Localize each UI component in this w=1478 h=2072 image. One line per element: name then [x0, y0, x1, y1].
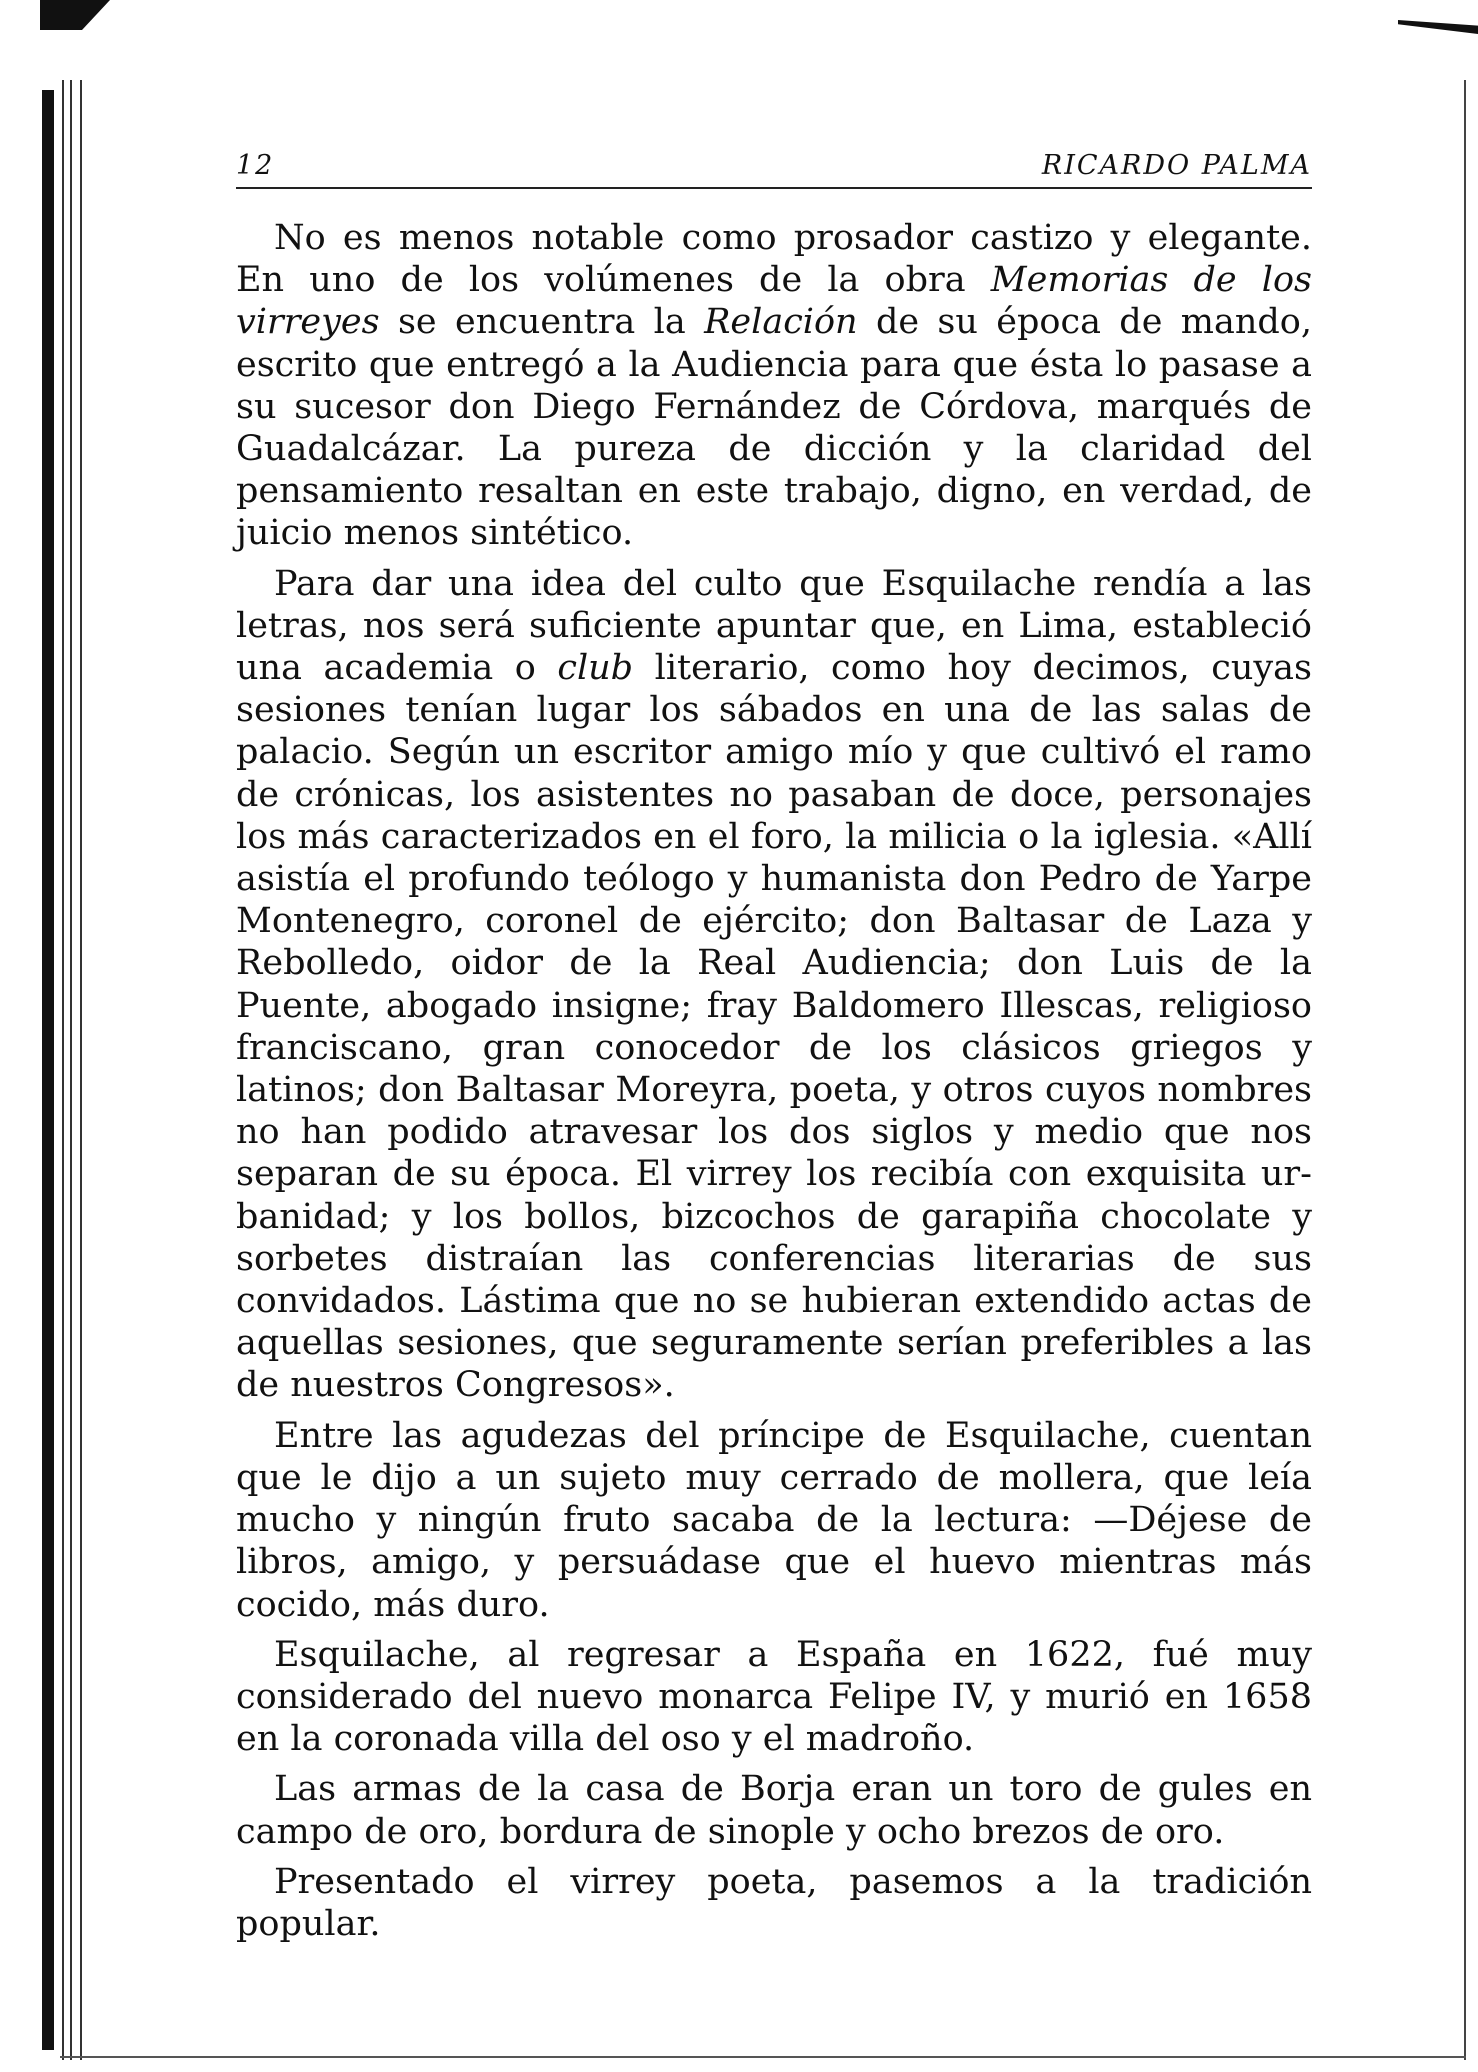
paragraph	[236, 1634, 1312, 1761]
page-right-edge	[1464, 80, 1466, 2060]
text-run: se encuentra la	[379, 302, 705, 343]
italic-title: Relación	[704, 302, 858, 343]
italic-title: Memorias de los virreyes	[236, 260, 1312, 343]
text-run: Presentado el virrey poeta, pasemos a la tradición popular.	[236, 1861, 1312, 1944]
italic-word: club	[557, 648, 634, 689]
book-page	[236, 150, 1312, 1953]
scan-corner-mark-right	[1398, 20, 1478, 34]
page-bottom-edge	[60, 2056, 1466, 2058]
book-spine-line	[70, 80, 72, 2060]
text-run: de su época de mando, escrito que entregó a la Audiencia para que ésta lo pasase a su sucesor don Diego Fernández de Córdova, marqués de Guadalcázar. La pureza de dicción y la claridad del pensamiento resaltan en este trabajo, digno, en verdad, de juicio menos sintético.	[236, 302, 1312, 554]
text-run: Entre las agudezas del príncipe de Esquilache, cuentan que le dijo a un sujeto muy cerrado de mollera, que leía mucho y ningún fruto sacaba de la lectura: —Déjese de libros, amigo, y persuádase que el huevo mientras más cocido, más duro.	[236, 1415, 1312, 1625]
paragraph	[236, 1861, 1312, 1945]
running-head	[236, 150, 1312, 189]
text-run: Las armas de la casa de Borja eran un toro de gules en campo de oro, bordura de sinople y ocho brezos de oro.	[236, 1769, 1312, 1852]
book-spine-shadow	[42, 90, 54, 2050]
text-run: Para dar una idea del culto que Esquilache rendía a las letras, nos será suficiente apuntar que, en Lima, estableció una academia o	[236, 563, 1312, 689]
paragraph	[236, 217, 1312, 555]
text-run: No es menos notable como prosador castizo y elegante. En uno de los volúmenes de la obra	[236, 218, 1312, 301]
book-spine-line	[80, 80, 82, 2060]
book-spine-line	[62, 80, 64, 2060]
page-number: 12	[236, 150, 275, 181]
running-title: RICARDO PALMA	[1041, 150, 1312, 181]
text-run: literario, como hoy decimos, cuyas sesiones tenían lugar los sábados en una de las salas de palacio. Según un escritor amigo mío y que cultivó el ramo de crónicas, los asistentes no pasaban de doce, personajes los más caracterizados en el foro, la milicia o la iglesia. «Allí asistía el profundo teólogo y humanista don Pedro de Yarpe Montenegro, coronel de ejército; don Baltasar de Laza y Rebolledo, oidor de la Real Audiencia; don Luis de la Puente, abogado insigne; fray Baldomero Illescas, religioso franciscano, gran conocedor de los clásicos griegos y latinos; don Baltasar Moreyra, poeta, y otros cuyos nombres no han podido atravesar los dos siglos y medio que nos separan de su época. El virrey los recibía con exquisita urbanidad; y los bollos, bizcochos de garapiña chocolate y sorbetes distraían las conferencias literarias de sus convidados. Lástima que no se hubieran extendido actas de aquellas sesiones, que seguramente serían preferibles a las de nuestros Congresos».	[236, 648, 1312, 1406]
paragraph	[236, 563, 1312, 1407]
body-text	[236, 217, 1312, 1945]
paragraph	[236, 1415, 1312, 1626]
scan-corner-mark-left	[40, 0, 110, 30]
paragraph	[236, 1768, 1312, 1852]
text-run: Esquilache, al regresar a España en 1622, fué muy considerado del nuevo monarca Felipe IV, y murió en 1658 en la coronada villa del oso y el madroño.	[236, 1634, 1312, 1760]
